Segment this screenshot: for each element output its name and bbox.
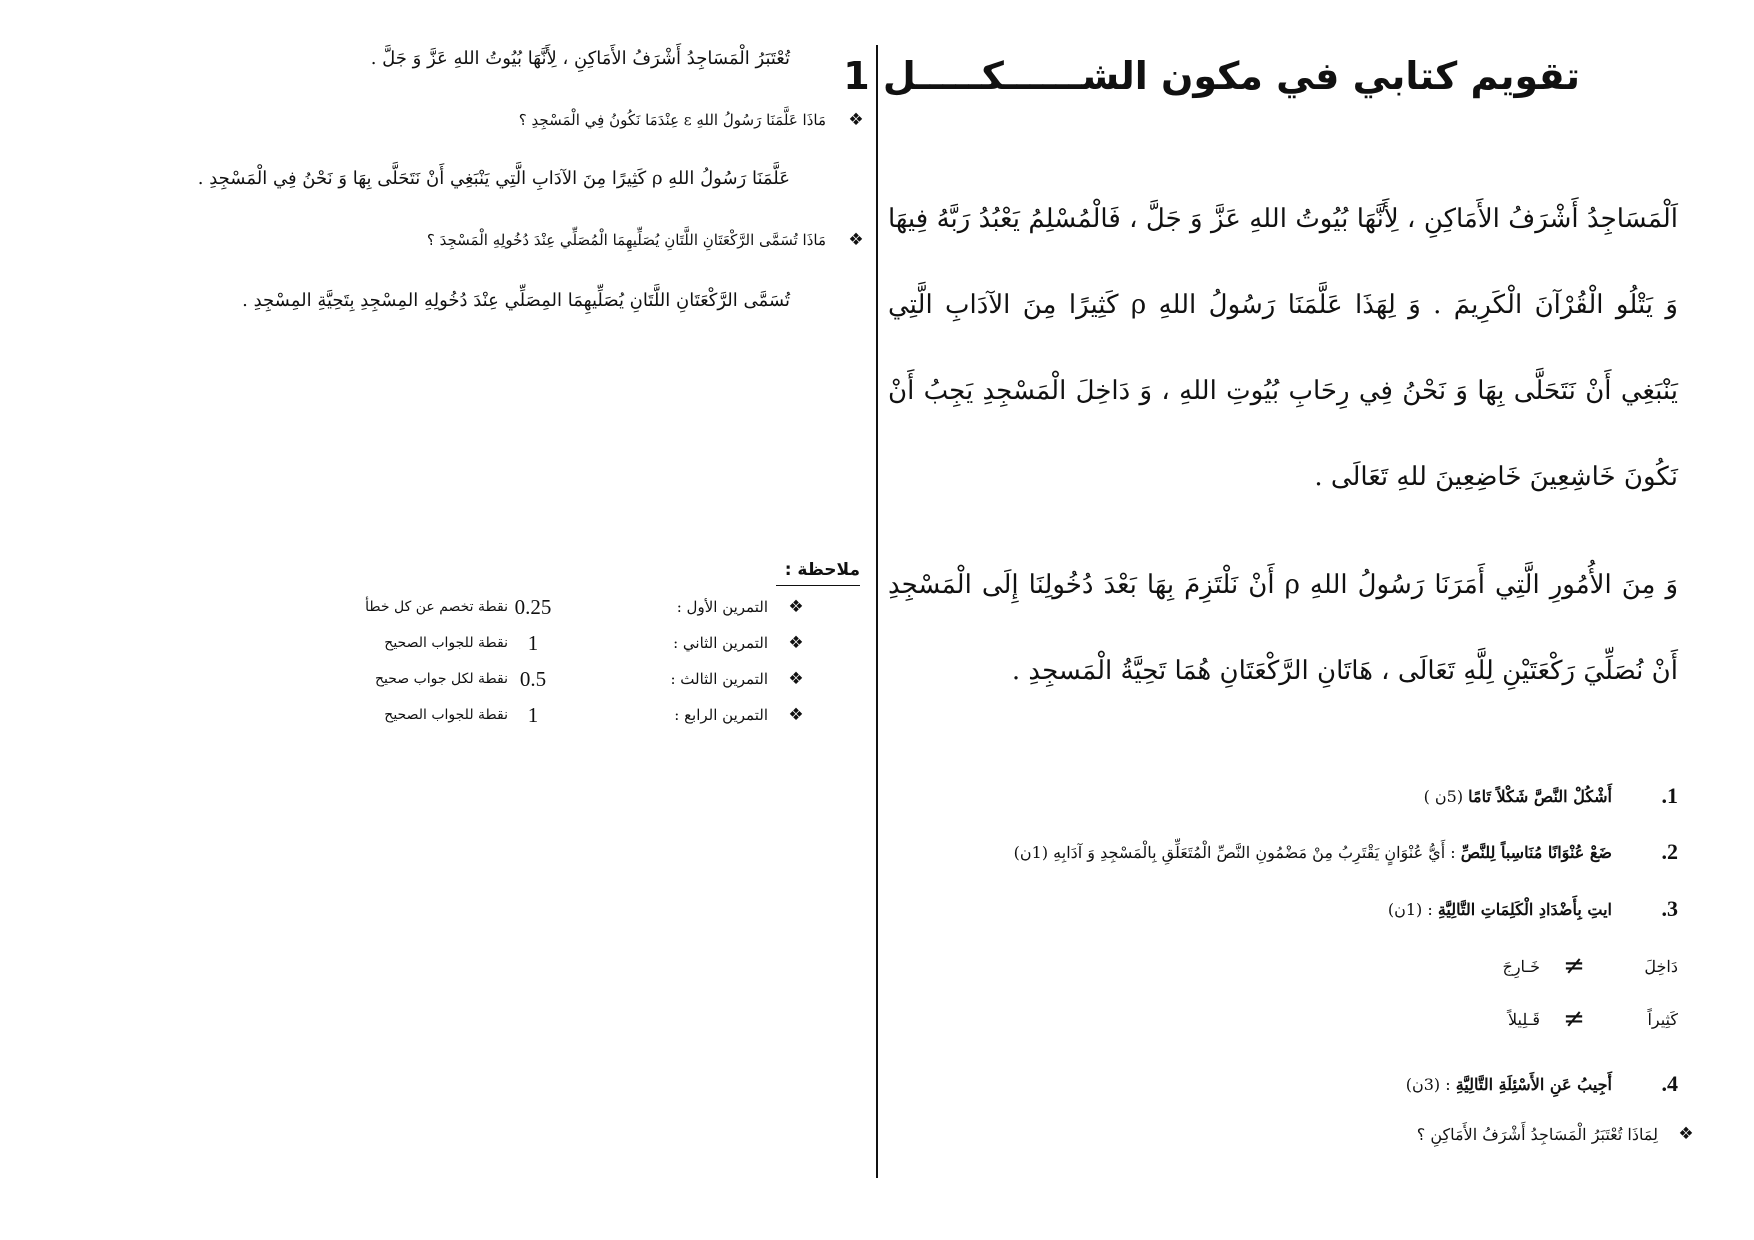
answer-question-line — [519, 110, 870, 130]
not-equal-icon: ≠ — [1563, 1004, 1585, 1034]
points-value: 0.5 — [519, 666, 547, 691]
sub-question-text: لِمَاذَا تُعْتَبَرُ الْمَسَاجِدُ أَشْرَفُ الأَمَاكِنِ ؟ — [1416, 1124, 1658, 1144]
opposite-answer: قَـلِيلاً — [1507, 1009, 1540, 1029]
not-equal-icon: ≠ — [1563, 951, 1585, 981]
question-text — [1388, 900, 1634, 919]
question-number: 2. — [1661, 839, 1678, 864]
grading-row — [384, 626, 810, 660]
note-title: ملاحظة : — [784, 560, 860, 580]
question-3 — [1388, 889, 1678, 929]
page-title: تقويم كتابي في مكون الشــــــكـــــل 1 — [843, 54, 1580, 98]
exercise-label: التمرين الثاني : — [673, 634, 768, 652]
question-text — [1014, 843, 1634, 862]
diamond-bullet-icon: ❖ — [848, 110, 864, 130]
diamond-bullet-icon: ❖ — [1678, 1124, 1694, 1144]
question-4 — [1406, 1064, 1678, 1104]
answer-question-text: مَاذَا عَلَّمَنَا رَسُولُ اللهِ ε عِنْدَمَا نَكُونُ فِي الْمَسْجِدِ ؟ — [518, 111, 826, 129]
grading-row — [384, 698, 810, 732]
question-number: 3. — [1661, 896, 1678, 921]
answer-text: تُسَمَّى الرَّكْعَتَانِ اللَّتَانِ يُصَلِّيهِمَا المِصَلِّي عِنْدَ دُخُولِهِ المِسْجِدِ بِتَحِيَّةِ المِسْجِدِ . — [242, 290, 790, 311]
opposite-pair-2 — [1450, 1004, 1678, 1034]
question-detail: (5ن ) — [1423, 786, 1469, 806]
question-detail: : أَيُّ عُنْوَانٍ يَقْتَرِبُ مِنْ مَضْمُونِ النَّصِّ الْمُتَعَلِّقِ بِالْمَسْجِدِ وَ آدَابِهِ (1ن) — [1013, 842, 1461, 862]
exercise-label: التمرين الأول : — [676, 598, 768, 616]
points-description: نقطة لكل جواب صحيح — [374, 671, 508, 687]
answer-text: تُعْتَبَرُ الْمَسَاجِدُ أَشْرَفُ الأَمَاكِنِ ، لِأَنَّهَا بُيُوتُ اللهِ عَزَّ وَ جَلَّ . — [370, 48, 790, 69]
diamond-bullet-icon: ❖ — [788, 705, 804, 725]
question-lead: ضَعْ عُنْوَانًا مُنَاسِباً لِلنَّصِّ — [1460, 842, 1612, 862]
points-description: نقطة للجواب الصحيح — [384, 707, 508, 723]
points-value: 1 — [527, 702, 539, 727]
answer-line — [371, 48, 790, 69]
sub-question — [900, 1124, 1700, 1144]
question-1 — [1424, 776, 1678, 816]
grading-row — [365, 590, 810, 624]
grading-row — [375, 662, 810, 696]
question-text — [1424, 787, 1634, 806]
answer-question-text: مَاذَا تُسَمَّى الرَّكْعَتَانِ اللَّتَانِ يُصَلِّيهِمَا الْمُصَلِّي عِنْدَ دُخُولِهِ الْمَسْجِدَ ؟ — [426, 231, 826, 249]
points-value: 0.25 — [514, 594, 552, 619]
diamond-bullet-icon: ❖ — [788, 633, 804, 653]
points-description: نقطة للجواب الصحيح — [384, 635, 508, 651]
points-description: نقطة تخصم عن كل خطأ — [365, 599, 508, 615]
question-detail: : (3ن) — [1405, 1074, 1456, 1094]
answer-line — [242, 290, 790, 311]
answer-question-line — [427, 230, 870, 250]
question-2 — [1014, 832, 1678, 872]
answer-line — [198, 168, 790, 189]
answer-text: عَلَّمَنَا رَسُولُ اللهِ ρ كَثِيرًا مِنَ الآدَابِ الَّتِي يَنْبَغِي أَنْ نَتَحَلَّى بِهَا وَ نَحْنُ فِي الْمَسْجِدِ . — [197, 168, 790, 189]
passage-paragraph-2: وَ مِنَ الأُمُورِ الَّتِي أَمَرَنَا رَسُولُ اللهِ ρ أَنْ نَلْتَزِمَ بِهَا بَعْدَ دُخُولِنَا إِلَى الْمَسْجِدِ أَنْ نُصَلِّيَ رَكْعَتَيْنِ لِلَّهِ تَعَالَى ، هَاتَانِ الرَّكْعَتَانِ هُمَا تَحِيَّةُ الْمَسجِدِ . — [888, 570, 1679, 686]
question-detail: : (1ن) — [1387, 899, 1438, 919]
diamond-bullet-icon: ❖ — [788, 597, 804, 617]
passage-paragraph-1: اَلْمَسَاجِدُ أَشْرَفُ الأَمَاكِنِ ، لِأَنَّهَا بُيُوتُ اللهِ عَزَّ وَ جَلَّ ، فَالْمُسْلِمُ يَعْبُدُ رَبَّهُ فِيهَا وَ يَتْلُو الْقُرْآنَ الْكَرِيمَ . وَ لِهَذَا عَلَّمَنَا رَسُولُ اللهِ ρ كَثِيرًا مِنَ الآدَابِ الَّتِي يَنْبَغِي أَنْ نَتَحَلَّى بِهَا وَ نَحْنُ فِي رِحَابِ بُيُوتِ اللهِ ، وَ دَاخِلَ الْمَسْجِدِ يَجِبُ أَنْ نَكُونَ خَاشِعِينَ خَاضِعِينَ للهِ تَعَالَى . — [888, 204, 1678, 492]
reading-passage — [888, 176, 1678, 736]
diamond-bullet-icon: ❖ — [788, 669, 804, 689]
points-value: 1 — [527, 630, 539, 655]
question-number: 4. — [1661, 1071, 1678, 1096]
question-lead: أَجِيبُ عَنِ الأَسْئِلَةِ التَّالِيَّةِ — [1455, 1074, 1612, 1094]
opposite-word: كَثِيراً — [1647, 1009, 1678, 1029]
diamond-bullet-icon: ❖ — [848, 230, 864, 250]
opposite-answer: خَـارِجَ — [1502, 956, 1540, 976]
note-underline — [776, 585, 860, 586]
opposite-pair-1 — [1450, 951, 1678, 981]
question-number: 1. — [1661, 783, 1678, 808]
exercise-label: التمرين الثالث : — [670, 670, 768, 688]
opposite-word: دَاخِلَ — [1644, 956, 1678, 976]
question-text — [1406, 1075, 1634, 1094]
exercise-label: التمرين الرابع : — [674, 706, 768, 724]
column-divider — [876, 45, 878, 1178]
question-lead: ايتِ بِأَضْدَادِ الْكَلِمَاتِ التَّالِيَّةِ — [1437, 899, 1612, 919]
question-lead: أَشْكُلْ النَّصَّ شَكْلاً تَامًا — [1468, 786, 1612, 806]
